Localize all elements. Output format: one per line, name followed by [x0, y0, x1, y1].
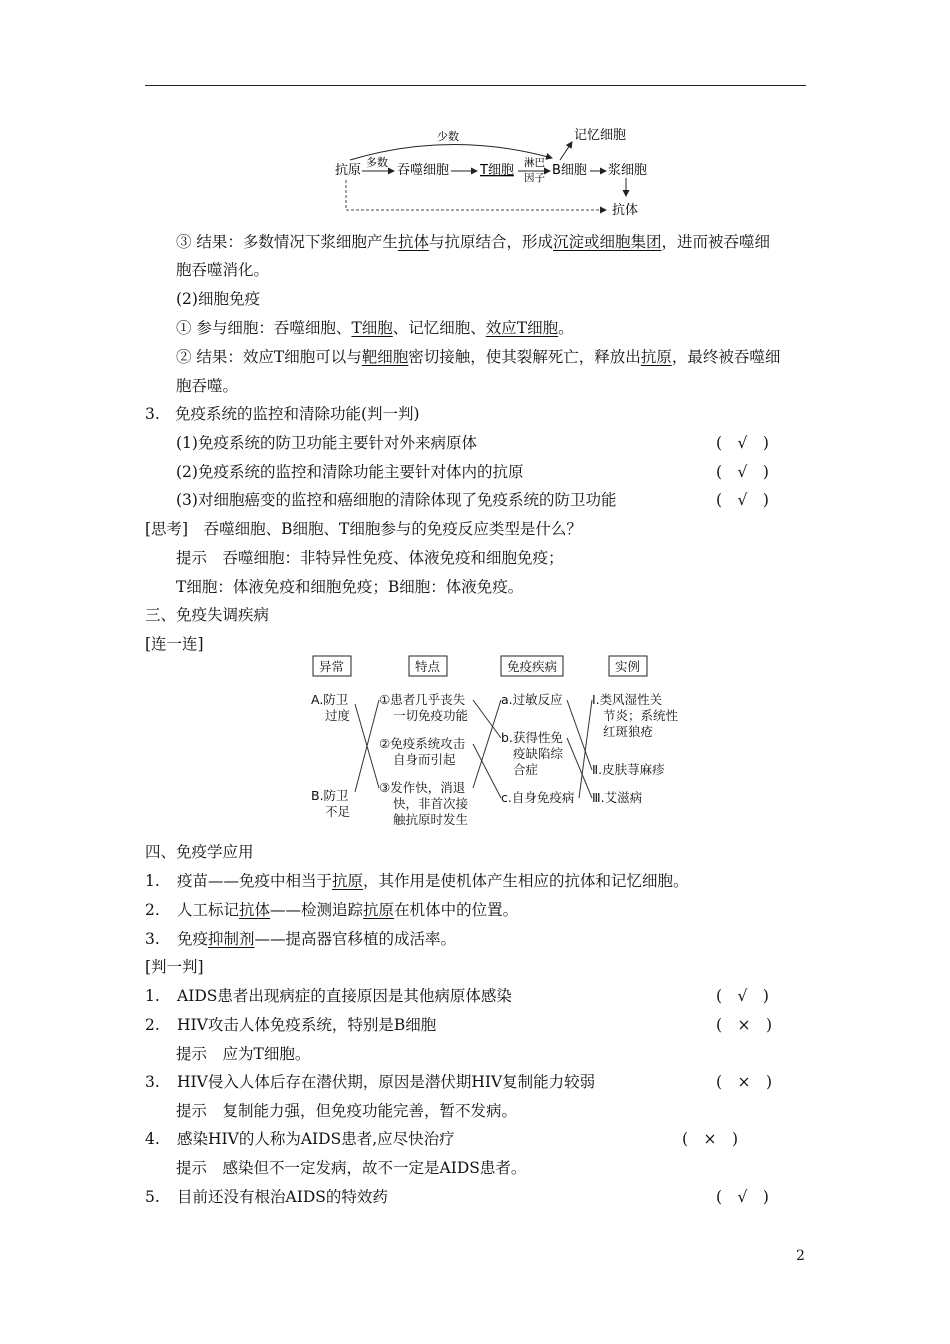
question-4-hint: 提示 感染但不一定发病，故不一定是AIDS患者。 — [176, 1159, 527, 1177]
abnormal-b-line1: B.防卫 — [311, 788, 349, 803]
application-1-underline: 抗原 — [332, 872, 364, 890]
header-example: 实例 — [615, 659, 641, 674]
match-line-B-1 — [355, 700, 379, 792]
result2-text-b: 密切接触，使其裂解死亡，释放出 — [408, 348, 641, 366]
immune-disorder-matching-diagram — [305, 652, 690, 834]
participants-underline-tcell: T细胞 — [351, 319, 393, 337]
question-2-number: 2. — [145, 1016, 160, 1034]
section3-heading — [145, 404, 950, 424]
think-hint-1: 提示 吞噬细胞：非特异性免疫、体液免疫和细胞免疫； — [176, 549, 564, 567]
result3-text-c: ，进而被吞噬细 — [661, 233, 770, 251]
question-4 — [145, 1129, 950, 1149]
question-4-text: 感染HIV的人称为AIDS患者,应尽快治疗 — [177, 1130, 455, 1148]
result3-underline-precipitate: 沉淀或细胞集团 — [552, 233, 662, 251]
application-2-underline-antibody: 抗体 — [239, 901, 271, 919]
question-1-text: AIDS患者出现病症的直接原因是其他病原体感染 — [177, 987, 512, 1005]
example-1-line1: Ⅰ.类风湿性关 — [592, 692, 663, 707]
abnormal-a-line1: A.防卫 — [311, 692, 349, 707]
judge-item-3-mark: ( √ ) — [716, 491, 769, 509]
application-1-text-b: ，其作用是使机体产生相应的抗体和记忆细胞。 — [363, 872, 689, 890]
think-question: [思考] 吞噬细胞、B细胞、T细胞参与的免疫反应类型是什么？ — [145, 520, 582, 538]
application-1-text-a: 疫苗——免疫中相当于 — [177, 872, 333, 890]
application-3 — [145, 929, 950, 949]
flow-lymphokine-bottom: 因子 — [524, 172, 545, 184]
application-1 — [145, 871, 950, 891]
application-2-content — [177, 900, 518, 920]
application-3-number: 3. — [145, 930, 160, 948]
flow-plasma-cell: 浆细胞 — [608, 163, 648, 178]
participants-line — [176, 318, 950, 338]
result3-text-b: 与抗原结合，形成 — [428, 233, 553, 251]
result2-text-a: ② 结果：效应T细胞可以与 — [176, 348, 362, 366]
question-1-number: 1. — [145, 987, 160, 1005]
flow-antigen: 抗原 — [335, 163, 362, 178]
disease-a: a.过敏反应 — [501, 692, 563, 707]
humoral-immunity-flow-diagram — [330, 122, 660, 222]
result2-underline-target: 靶细胞 — [361, 348, 409, 366]
disease-b-line3: 合症 — [513, 762, 539, 777]
result3-continuation: 胞吞噬消化。 — [176, 261, 270, 279]
question-3-text: HIV侵入人体后存在潜伏期，原因是潜伏期HIV复制能力较弱 — [177, 1073, 596, 1091]
disease-b-line1: b.获得性免 — [501, 730, 563, 745]
flow-b-cell: B细胞 — [552, 163, 587, 178]
header-feature: 特点 — [415, 659, 441, 674]
page-number: 2 — [796, 1248, 805, 1264]
participants-underline-effector: 效应T细胞 — [485, 319, 559, 337]
question-1 — [145, 986, 950, 1006]
judge-item-2-mark: ( √ ) — [716, 463, 769, 481]
feature-1-line2: 一切免疫功能 — [393, 708, 469, 723]
application-3-text-b: ——提高器官移植的成活率。 — [254, 930, 457, 948]
flow-dashed-antigen-antibody — [346, 180, 606, 210]
example-2: Ⅱ.皮肤荨麻疹 — [592, 762, 665, 777]
abnormal-a-line2: 过度 — [325, 708, 351, 723]
flow-antibody: 抗体 — [612, 203, 639, 218]
feature-3-line3: 触抗原时发生 — [393, 812, 469, 827]
application-2-text-b: ——检测追踪 — [270, 901, 364, 919]
judge-item-1-mark: ( √ ) — [716, 434, 769, 452]
result2-line — [176, 347, 950, 367]
question-2-hint: 提示 应为T细胞。 — [176, 1045, 311, 1063]
application-3-content — [177, 929, 456, 949]
feature-2-line1: ②免疫系统攻击 — [379, 736, 466, 751]
flow-memory-cell: 记忆细胞 — [574, 128, 627, 143]
result2-continuation: 胞吞噬。 — [176, 377, 239, 395]
participants-text-c: 。 — [558, 319, 574, 337]
judge2-heading: [判一判] — [145, 958, 204, 976]
header-abnormal: 异常 — [319, 659, 345, 674]
question-3 — [145, 1072, 950, 1092]
question-2-mark: ( × ) — [716, 1016, 773, 1034]
cell-immunity-heading: (2)细胞免疫 — [176, 290, 260, 308]
example-3: Ⅲ.艾滋病 — [592, 790, 643, 805]
abnormal-b-line2: 不足 — [325, 804, 351, 819]
feature-2-line2: 自身而引起 — [393, 752, 456, 767]
disease-b-line2: 疫缺陷综 — [513, 746, 564, 761]
example-1-line3: 红斑狼疮 — [603, 724, 654, 739]
question-3-hint: 提示 复制能力强，但免疫功能完善，暂不发病。 — [176, 1102, 518, 1120]
question-5-text: 目前还没有根治AIDS的特效药 — [177, 1188, 388, 1206]
example-1-line2: 节炎；系统性 — [603, 708, 679, 723]
application-2-text-a: 人工标记 — [177, 901, 240, 919]
part3-heading: 三、免疫失调疾病 — [145, 606, 270, 624]
application-1-content — [177, 871, 689, 891]
judge-item-1: (1)免疫系统的防卫功能主要针对外来病原体 — [176, 434, 477, 452]
think-hint-2: T细胞：体液免疫和细胞免疫；B细胞：体液免疫。 — [176, 578, 524, 596]
question-5-number: 5. — [145, 1188, 160, 1206]
application-2-underline-antigen: 抗原 — [363, 901, 395, 919]
application-3-underline: 抑制剂 — [208, 930, 255, 948]
judge-item-2: (2)免疫系统的监控和清除功能主要针对体内的抗原 — [176, 463, 524, 481]
match-line-a-II — [567, 700, 592, 770]
part4-heading: 四、免疫学应用 — [145, 843, 254, 861]
flow-lymphokine-top: 淋巴 — [524, 157, 545, 169]
question-1-mark: ( √ ) — [716, 987, 769, 1005]
result3-underline-antibody: 抗体 — [397, 233, 429, 251]
header-disease: 免疫疾病 — [507, 659, 558, 674]
flow-arrow-bcell-memory — [560, 142, 572, 160]
question-3-number: 3. — [145, 1073, 160, 1091]
question-4-number: 4. — [145, 1130, 160, 1148]
application-2-text-c: 在机体中的位置。 — [394, 901, 519, 919]
result2-text-c: ，最终被吞噬细 — [671, 348, 781, 366]
match-line-1-b — [473, 700, 501, 738]
section3-title: 免疫系统的监控和清除功能(判一判) — [175, 405, 420, 423]
question-2-text: HIV攻击人体免疫系统，特别是B细胞 — [177, 1016, 437, 1034]
judge-item-3: (3)对细胞癌变的监控和癌细胞的清除体现了免疫系统的防卫功能 — [176, 491, 617, 509]
participants-text-b: 、记忆细胞、 — [392, 319, 486, 337]
application-2-number: 2. — [145, 901, 160, 919]
question-5 — [145, 1187, 950, 1207]
flow-t-cell: T细胞 — [480, 163, 514, 178]
section3-number: 3. — [145, 405, 160, 423]
participants-text-a: ① 参与细胞：吞噬细胞、 — [176, 319, 352, 337]
question-3-mark: ( × ) — [716, 1073, 773, 1091]
flow-majority: 多数 — [366, 156, 388, 169]
flow-minority: 少数 — [437, 130, 459, 143]
application-3-text-a: 免疫 — [177, 930, 209, 948]
match-line-2-c — [473, 744, 501, 798]
question-4-mark: ( × ) — [682, 1130, 739, 1148]
connect-heading: [连一连] — [145, 635, 204, 653]
result3-line — [176, 232, 950, 252]
feature-3-line1: ③发作快，消退 — [379, 780, 466, 795]
flow-phagocyte: 吞噬细胞 — [397, 163, 450, 178]
match-line-3-a — [473, 700, 501, 788]
application-2 — [145, 900, 950, 920]
application-1-number: 1. — [145, 872, 160, 890]
feature-1-line1: ①患者几乎丧失 — [379, 692, 466, 707]
feature-3-line2: 快，非首次接 — [393, 796, 469, 811]
disease-c: c.自身免疫病 — [501, 790, 575, 805]
question-5-mark: ( √ ) — [716, 1188, 769, 1206]
result2-underline-antigen: 抗原 — [640, 348, 672, 366]
question-2 — [145, 1015, 950, 1035]
header-rule — [145, 85, 806, 86]
result3-text-a: ③ 结果：多数情况下浆细胞产生 — [176, 233, 398, 251]
match-line-b-III — [567, 738, 592, 798]
